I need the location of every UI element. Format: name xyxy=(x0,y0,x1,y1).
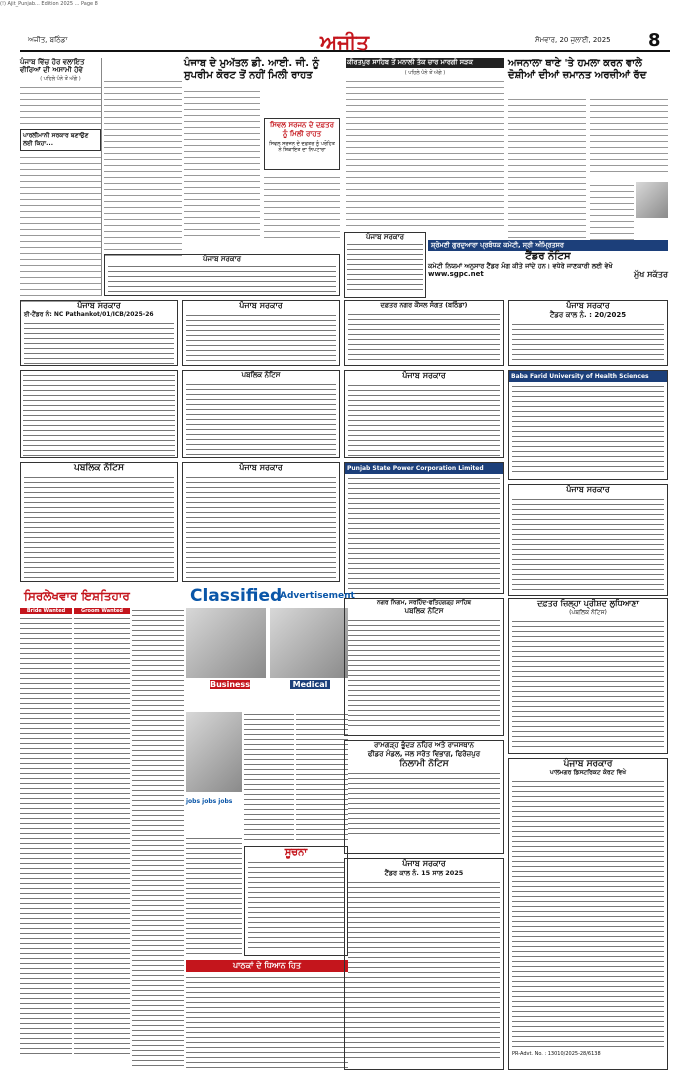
ad-public-notice-left xyxy=(20,462,178,582)
header-date: ਸੋਮਵਾਰ, 20 ਜੁਲਾਈ, 2025 xyxy=(535,36,611,44)
sgpc-web: www.sgpc.net xyxy=(428,270,484,278)
medical-label: Medical xyxy=(290,680,330,689)
story4-headline: ਅਜਨਾਲਾ ਥਾਣੇ 'ਤੇ ਹਮਲਾ ਕਰਨ ਵਾਲੇ ਦੋਸ਼ੀਆਂ ਦੀਆਂ ਜ਼ਮਾਨਤ ਅਰਜ਼ੀਆਂ ਰੱਦ xyxy=(508,58,647,81)
c4-text xyxy=(244,712,294,842)
business-label: Business xyxy=(210,680,250,689)
masthead: ਅਜੀਤ xyxy=(320,30,370,54)
ad-pb-2 xyxy=(182,300,340,366)
page-header xyxy=(20,30,670,52)
jobs-label: jobs jobs jobs xyxy=(186,798,233,805)
ad-nagar-council xyxy=(344,300,504,366)
c3-text xyxy=(132,608,184,1066)
classified-col1 xyxy=(20,608,72,1070)
ad1-text xyxy=(108,264,336,294)
story1-text xyxy=(20,84,101,126)
ad-nn-title: ਨਗਰ ਨਿਗਮ, ਸਰਹਿੰਦ-ਫਤਿਹਗੜ੍ਹ ਸਾਹਿਬ xyxy=(376,599,472,606)
ad-punjab-sarkar-1 xyxy=(104,254,340,296)
story4 xyxy=(508,58,668,253)
ad-roz-title: ਪੰਜਾਬ ਸਰਕਾਰ xyxy=(402,859,446,868)
readers-box xyxy=(186,960,348,1070)
ad-pspcl xyxy=(344,462,504,594)
ad-ludh-text xyxy=(512,619,664,747)
ad-nagar-title: ਦਫ਼ਤਰ ਨਗਰ ਕੌਂਸਲ ਸੰਗਤ (ਬਠਿੰਡਾ) xyxy=(380,301,468,309)
ad-pb3-title: ਪੰਜਾਬ ਸਰਕਾਰ xyxy=(402,371,446,380)
ad-nil-sub: ਨਿਲਾਮੀ ਨੋਟਿਸ xyxy=(399,759,449,769)
ad-nc-text xyxy=(24,321,174,365)
story2-text xyxy=(184,88,260,238)
ad-nn-pn: ਪਬਲਿਕ ਨੋਟਿਸ xyxy=(404,607,444,615)
classified-title-en2: Advertisement xyxy=(280,591,355,601)
c6-text xyxy=(186,836,242,956)
print-strip: (!) Ajit_Punjab... Edition 2025 ... Page 8 xyxy=(0,1,98,7)
story1-box: ਪਾਰਲੀਮਾਨੀ ਸਰਕਾਰ ਬਣਾਉਣ ਲਈ ਕਿਹਾ... xyxy=(20,129,101,151)
ad-tender-small xyxy=(344,232,426,298)
story1-headline: ਪੰਜਾਬ ਵਿੱਚ ਹੋਰ ਵਲਾਇਤ ਵੀਰਿਆਂ ਦੀ ਅਸਾਮੀ ਹੋਵੇ xyxy=(20,58,85,75)
sgpc-title: ਟੈਂਡਰ ਨੋਟਿਸ xyxy=(525,251,571,262)
accused-photo xyxy=(636,182,668,218)
story3 xyxy=(346,58,504,238)
ad-pspcl-title: Punjab State Power Corporation Limited xyxy=(345,463,503,474)
ad-office-text xyxy=(23,373,175,457)
story4-text2 xyxy=(590,96,668,176)
header-left: ਅਜੀਤ, ਬਠਿੰਡਾ xyxy=(28,36,68,44)
c1-text xyxy=(20,616,72,1056)
ad-pb-5 xyxy=(508,484,668,596)
suchna-title: ਸੂਚਨਾ xyxy=(284,847,308,858)
classified-graphic xyxy=(186,608,348,708)
medical-graphic xyxy=(270,608,348,678)
ad-pb-big xyxy=(508,758,668,1070)
ad-nn-text xyxy=(348,618,500,730)
story1-text2 xyxy=(20,154,101,304)
classified-title-en: Classified xyxy=(190,586,283,606)
ad-pspcl-text xyxy=(348,476,500,590)
ad-pb-4 xyxy=(182,462,340,582)
story4-text xyxy=(508,96,586,246)
c2-text xyxy=(74,616,130,1056)
ad-pb4-text xyxy=(186,475,336,579)
readers-text xyxy=(186,975,348,1071)
story2-text2 xyxy=(264,174,340,238)
story3-subhead: ( ਪਹਿਲੇ ਪੰਨੇ ਤੋਂ ਅੱਗੇ ) xyxy=(404,69,446,76)
story1-subhead: ( ਪਹਿਲੇ ਪੰਨੇ ਤੋਂ ਅੱਗੇ ) xyxy=(40,76,81,83)
classified-col3 xyxy=(132,608,184,1070)
ad-t20-title: ਪੰਜਾਬ ਸਰਕਾਰ xyxy=(566,301,610,310)
ad-nagar-text xyxy=(348,312,500,362)
ad-office-notice xyxy=(20,370,178,458)
ad-ludhiana xyxy=(508,598,668,754)
ad-pbbig-court: ਪਾਲਮਗਰ ਡਿਸਟਰਿਕਟ ਕੋਰਟ ਵਿਖੇ xyxy=(549,769,627,776)
ad-t20-text xyxy=(512,322,664,364)
classified-jobs xyxy=(186,712,242,832)
story3-headline: ਕੀਰਤਪੁਰ ਸਾਹਿਬ ਤੋਂ ਮਨਾਲੀ ਤੱਕ ਚਾਰ ਮਾਰਗੀ ਸੜਕ xyxy=(346,58,504,68)
sgpc-sign: ਮੁੱਖ ਸਕੱਤਰ xyxy=(634,270,668,279)
ad-pb3-text xyxy=(348,383,500,457)
ad-small-title: ਪੰਜਾਬ ਸਰਕਾਰ xyxy=(365,233,404,241)
ad-pn-mid-text xyxy=(186,382,336,456)
readers-title: ਪਾਠਕਾਂ ਦੇ ਧਿਆਨ ਹਿਤ xyxy=(186,960,348,972)
story4-text3 xyxy=(590,182,634,246)
ad-ludh-sub: (ਪਬਲਿਕ ਨੋਟਿਸ) xyxy=(569,609,607,616)
ad-pb2-text xyxy=(186,313,336,363)
inset-sub: ਸਿਵਲ ਸਰਜਨ ਦੇ ਦਫ਼ਤਰ ਨੂੰ ਪਰੋਹਿਤ ਨੇ ਸ਼ਿਕਾਇਤ ਦਾ ਨਿਪਟਾਰਾ xyxy=(269,141,335,153)
ad1-title: ਪੰਜਾਬ ਸਰਕਾਰ xyxy=(202,255,241,263)
ad-baba-farid xyxy=(508,370,668,480)
ad-pbbig-title: ਪੰਜਾਬ ਸਰਕਾਰ xyxy=(563,759,613,769)
tag-bride: Bride Wanted xyxy=(20,608,72,614)
story-col1 xyxy=(20,58,102,296)
ad-pb-3 xyxy=(344,370,504,458)
ad-rozgar xyxy=(344,858,504,1070)
jobs-photo xyxy=(186,712,242,792)
classified-col2 xyxy=(74,608,130,1070)
business-graphic xyxy=(186,608,266,678)
ad-pn-left-title: ਪਬਲਿਕ ਨੋਟਿਸ xyxy=(74,463,124,473)
ad-roz-text xyxy=(348,880,500,1060)
ad-nc-tender: ਈ-ਟੈਂਡਰ ਨੰ: NC Pathankot/01/ICB/2025-26 xyxy=(24,311,154,318)
ad-pb5-title: ਪੰਜਾਬ ਸਰਕਾਰ xyxy=(566,485,610,494)
story2 xyxy=(184,58,340,248)
story2-headline: ਪੰਜਾਬ ਦੇ ਮੁਅੱਤਲ ਡੀ. ਆਈ. ਜੀ. ਨੂੰ ਸੁਪਰੀਮ ਕੋਰਟ ਤੋਂ ਨਹੀਂ ਮਿਲੀ ਰਾਹਤ xyxy=(184,58,320,81)
suchna-text xyxy=(248,860,344,950)
ad-small-text xyxy=(347,242,423,294)
ad-public-notice-mid xyxy=(182,370,340,458)
ad-pb2-title: ਪੰਜਾਬ ਸਰਕਾਰ xyxy=(239,301,283,310)
ad-bfuhs-title: Baba Farid University of Health Sciences xyxy=(509,371,667,382)
ad-bfuhs-text xyxy=(512,384,664,476)
sgpc-body: ਕਮੇਟੀ ਨਿਯਮਾਂ ਅਨੁਸਾਰ ਟੈਂਡਰ ਮੰਗ ਕੀਤੇ ਜਾਂਦੇ ਹਨ। ਵਧੇਰੇ ਜਾਣਕਾਰੀ ਲਈ ਵੇਖੋ xyxy=(428,262,613,270)
sgpc-tender xyxy=(428,240,668,298)
ad-pb4-title: ਪੰਜਾਬ ਸਰਕਾਰ xyxy=(239,463,283,472)
inset-title: ਸਿਵਲ ਸਰਜਨ ਦੇ ਦਫ਼ਤਰ ਨੂੰ ਮਿਲੀ ਰਾਹਤ xyxy=(270,121,334,138)
ad-pbbig-text xyxy=(512,779,664,1049)
ad-nc-title: ਪੰਜਾਬ ਸਰਕਾਰ xyxy=(77,301,121,310)
ad-pb5-text xyxy=(512,497,664,593)
tag-groom: Groom Wanted xyxy=(74,608,130,614)
ad-nc-pathankot xyxy=(20,300,178,366)
ad-nil-text xyxy=(348,771,500,835)
sgpc-org: ਸ਼੍ਰੋਮਣੀ ਗੁਰਦੁਆਰਾ ਪ੍ਰਬੰਧਕ ਕਮੇਟੀ, ਸ੍ਰੀ ਅੰਮ੍ਰਿਤਸਰ xyxy=(428,240,668,251)
ad-t20-no: ਟੈਂਡਰ ਕਾਲ ਨੰ. : 20/2025 xyxy=(549,311,627,319)
ad-nilami xyxy=(344,740,504,854)
ad-nagar-nigam xyxy=(344,598,504,736)
ad-pn-mid-title: ਪਬਲਿਕ ਨੋਟਿਸ xyxy=(241,371,281,379)
ad-ludh-title: ਦਫ਼ਤਰ ਜ਼ਿਲ੍ਹਾ ਪ੍ਰੀਸ਼ਦ ਲੁਧਿਆਣਾ xyxy=(537,599,639,608)
inset-box xyxy=(264,118,340,170)
story1-text-col2 xyxy=(104,78,182,258)
ad-tender-20 xyxy=(508,300,668,366)
story3-text xyxy=(346,78,504,228)
c5-text xyxy=(296,712,348,842)
ad-nil-title: ਰਾਮਗੜ੍ਹ ਭੂੰਦੜ ਨਹਿਰ ਅਤੇ ਰਾਜਸਥਾਨ xyxy=(373,741,475,749)
ad-pbbig-no: PR-Advt. No. : 13010/2025-28/6138 xyxy=(512,1051,601,1057)
classified-bar xyxy=(20,586,355,606)
ad-roz-t15: ਟੈਂਡਰ ਕਾਲ ਨੰ. 15 ਸਾਲ 2025 xyxy=(384,869,464,877)
classified-title-pb: ਸਿਰਲੇਖਵਾਰ ਇਸ਼ਤਿਹਾਰ xyxy=(24,589,130,603)
ad-nil-title2: ਫੀਡਰ ਮੰਡਲ, ਜਲ ਸਰੋਤ ਵਿਭਾਗ, ਫਿਰੋਜ਼ਪੁਰ xyxy=(367,750,481,758)
ad-pn-left-text xyxy=(24,475,174,579)
suchna-box xyxy=(244,846,348,956)
page-number: 8 xyxy=(648,30,661,51)
